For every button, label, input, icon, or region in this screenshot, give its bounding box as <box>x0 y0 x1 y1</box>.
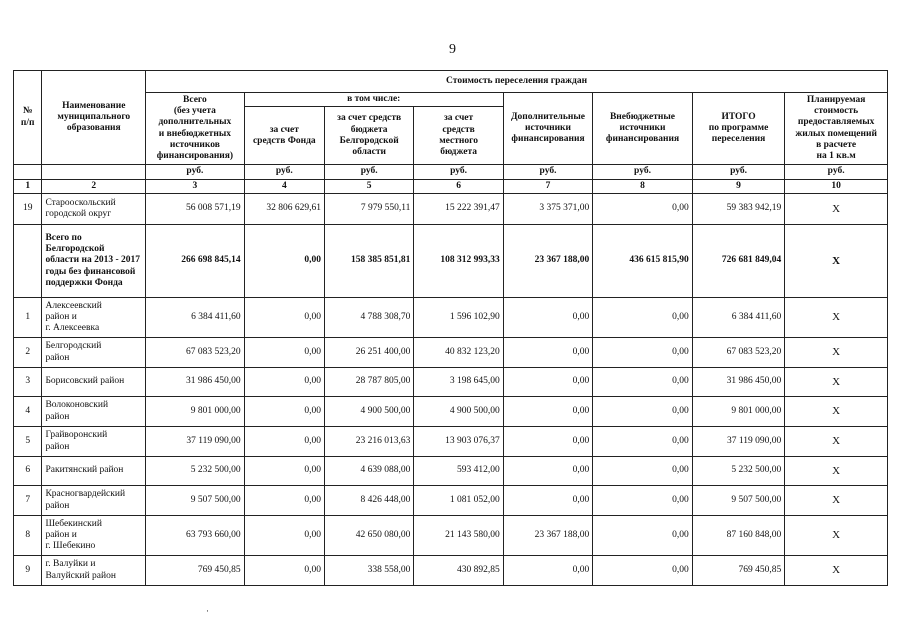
table-row <box>14 556 888 586</box>
column-number: 4 <box>244 179 324 193</box>
value-local: 593 412,00 <box>414 457 503 486</box>
value-additional: 0,00 <box>503 368 592 397</box>
table-total-row <box>14 225 888 298</box>
value-additional: 0,00 <box>503 338 592 368</box>
value-program-total: 9 801 000,00 <box>692 397 784 427</box>
value-fund: 0,00 <box>244 298 324 338</box>
value-extrabudget: 436 615 815,90 <box>593 225 693 298</box>
value-program-total: 59 383 942,19 <box>692 194 784 225</box>
value-program-total: 87 160 848,00 <box>692 516 784 556</box>
unit-cell: руб. <box>785 165 888 179</box>
header-additional: Дополнительные источники финансирования <box>503 93 592 165</box>
header-fund: за счет средств Фонда <box>244 107 324 165</box>
value-additional: 3 375 371,00 <box>503 194 592 225</box>
value-planned-cost: Х <box>785 427 888 457</box>
value-program-total: 769 450,85 <box>692 556 784 586</box>
value-extrabudget: 0,00 <box>593 194 693 225</box>
value-local: 3 198 645,00 <box>414 368 503 397</box>
unit-cell: руб. <box>146 165 245 179</box>
value-planned-cost: Х <box>785 338 888 368</box>
footer-mark: · <box>206 606 209 616</box>
value-fund: 0,00 <box>244 427 324 457</box>
value-region: 42 650 080,00 <box>324 516 413 556</box>
value-additional: 23 367 188,00 <box>503 225 592 298</box>
value-fund: 0,00 <box>244 397 324 427</box>
value-total: 769 450,85 <box>146 556 245 586</box>
value-local: 21 143 580,00 <box>414 516 503 556</box>
value-extrabudget: 0,00 <box>593 368 693 397</box>
value-program-total: 31 986 450,00 <box>692 368 784 397</box>
value-planned-cost: Х <box>785 225 888 298</box>
column-number: 10 <box>785 179 888 193</box>
value-total: 67 083 523,20 <box>146 338 245 368</box>
value-region: 338 558,00 <box>324 556 413 586</box>
value-planned-cost: Х <box>785 194 888 225</box>
column-number: 2 <box>42 179 146 193</box>
value-region: 4 900 500,00 <box>324 397 413 427</box>
value-local: 108 312 993,33 <box>414 225 503 298</box>
value-region: 28 787 805,00 <box>324 368 413 397</box>
unit-cell: руб. <box>414 165 503 179</box>
value-local: 13 903 076,37 <box>414 427 503 457</box>
value-fund: 0,00 <box>244 516 324 556</box>
header-local: за счет средств местного бюджета <box>414 107 503 165</box>
value-local: 1 081 052,00 <box>414 486 503 516</box>
unit-cell: руб. <box>503 165 592 179</box>
value-additional: 0,00 <box>503 397 592 427</box>
table-row <box>14 298 888 338</box>
row-name: Грайворонский район <box>42 427 146 457</box>
header-subgroup: в том числе: <box>244 93 503 107</box>
value-program-total: 6 384 411,60 <box>692 298 784 338</box>
table-row <box>14 457 888 486</box>
row-number: 9 <box>14 556 42 586</box>
value-planned-cost: Х <box>785 516 888 556</box>
table-row <box>14 338 888 368</box>
value-total: 9 507 500,00 <box>146 486 245 516</box>
column-number: 5 <box>324 179 413 193</box>
value-extrabudget: 0,00 <box>593 338 693 368</box>
resettlement-cost-table <box>13 70 888 586</box>
value-extrabudget: 0,00 <box>593 427 693 457</box>
value-program-total: 726 681 849,04 <box>692 225 784 298</box>
row-name: Волоконовский район <box>42 397 146 427</box>
value-planned-cost: Х <box>785 457 888 486</box>
row-number: 1 <box>14 298 42 338</box>
value-additional: 23 367 188,00 <box>503 516 592 556</box>
value-total: 37 119 090,00 <box>146 427 245 457</box>
value-extrabudget: 0,00 <box>593 516 693 556</box>
value-region: 7 979 550,11 <box>324 194 413 225</box>
value-fund: 32 806 629,61 <box>244 194 324 225</box>
value-additional: 0,00 <box>503 486 592 516</box>
value-region: 26 251 400,00 <box>324 338 413 368</box>
header-planned-cost: Планируемая стоимость предоставляемых жилых помещений в расчете на 1 кв.м <box>785 93 888 165</box>
unit-cell <box>42 165 146 179</box>
row-name: Борисовский район <box>42 368 146 397</box>
column-number: 7 <box>503 179 592 193</box>
row-number: 2 <box>14 338 42 368</box>
row-name: г. Валуйки и Валуйский район <box>42 556 146 586</box>
row-number: 19 <box>14 194 42 225</box>
row-number: 6 <box>14 457 42 486</box>
value-local: 1 596 102,90 <box>414 298 503 338</box>
header-num: № п/п <box>14 71 42 165</box>
value-fund: 0,00 <box>244 486 324 516</box>
value-planned-cost: Х <box>785 298 888 338</box>
table-row <box>14 397 888 427</box>
header-group-title: Стоимость переселения граждан <box>146 71 888 93</box>
value-total: 266 698 845,14 <box>146 225 245 298</box>
row-number: 4 <box>14 397 42 427</box>
row-number: 5 <box>14 427 42 457</box>
value-total: 6 384 411,60 <box>146 298 245 338</box>
value-local: 4 900 500,00 <box>414 397 503 427</box>
value-program-total: 37 119 090,00 <box>692 427 784 457</box>
value-region: 23 216 013,63 <box>324 427 413 457</box>
row-number: 7 <box>14 486 42 516</box>
column-number: 3 <box>146 179 245 193</box>
table-row <box>14 486 888 516</box>
table-row <box>14 194 888 225</box>
header-name: Наименование муниципального образования <box>42 71 146 165</box>
value-total: 63 793 660,00 <box>146 516 245 556</box>
value-planned-cost: Х <box>785 368 888 397</box>
value-extrabudget: 0,00 <box>593 556 693 586</box>
value-local: 430 892,85 <box>414 556 503 586</box>
value-total: 31 986 450,00 <box>146 368 245 397</box>
value-region: 158 385 851,81 <box>324 225 413 298</box>
header-program-total: ИТОГО по программе переселения <box>692 93 784 165</box>
value-planned-cost: Х <box>785 486 888 516</box>
value-additional: 0,00 <box>503 427 592 457</box>
value-planned-cost: Х <box>785 556 888 586</box>
unit-cell: руб. <box>244 165 324 179</box>
unit-cell: руб. <box>692 165 784 179</box>
column-number: 9 <box>692 179 784 193</box>
value-planned-cost: Х <box>785 397 888 427</box>
table-row <box>14 516 888 556</box>
value-extrabudget: 0,00 <box>593 457 693 486</box>
row-number: 8 <box>14 516 42 556</box>
row-name: Белгородский район <box>42 338 146 368</box>
row-number <box>14 225 42 298</box>
value-region: 4 788 308,70 <box>324 298 413 338</box>
header-extrabudget: Внебюджетные источники финансирования <box>593 93 693 165</box>
value-fund: 0,00 <box>244 225 324 298</box>
value-additional: 0,00 <box>503 298 592 338</box>
column-number: 8 <box>593 179 693 193</box>
value-local: 15 222 391,47 <box>414 194 503 225</box>
value-fund: 0,00 <box>244 457 324 486</box>
column-number: 6 <box>414 179 503 193</box>
value-fund: 0,00 <box>244 368 324 397</box>
row-number: 3 <box>14 368 42 397</box>
value-program-total: 5 232 500,00 <box>692 457 784 486</box>
value-region: 8 426 448,00 <box>324 486 413 516</box>
value-fund: 0,00 <box>244 338 324 368</box>
row-name: Шебекинский район и г. Шебекино <box>42 516 146 556</box>
value-additional: 0,00 <box>503 556 592 586</box>
value-additional: 0,00 <box>503 457 592 486</box>
table-row <box>14 368 888 397</box>
value-total: 9 801 000,00 <box>146 397 245 427</box>
row-name: Всего по Белгородской области на 2013 - 2017 годы без финансовой поддержки Фонда <box>42 225 146 298</box>
row-name: Ракитянский район <box>42 457 146 486</box>
value-extrabudget: 0,00 <box>593 397 693 427</box>
row-name: Красногвардейский район <box>42 486 146 516</box>
column-number: 1 <box>14 179 42 193</box>
unit-cell <box>14 165 42 179</box>
value-region: 4 639 088,00 <box>324 457 413 486</box>
value-total: 56 008 571,19 <box>146 194 245 225</box>
value-fund: 0,00 <box>244 556 324 586</box>
header-total: Всего (без учета дополнительных и внебюджетных источников финансирования) <box>146 93 245 165</box>
row-name: Алексеевский район и г. Алексеевка <box>42 298 146 338</box>
header-region: за счет средств бюджета Белгородской области <box>324 107 413 165</box>
value-extrabudget: 0,00 <box>593 298 693 338</box>
table-row <box>14 427 888 457</box>
row-name: Старооскольский городской округ <box>42 194 146 225</box>
value-program-total: 9 507 500,00 <box>692 486 784 516</box>
value-local: 40 832 123,20 <box>414 338 503 368</box>
page-number: 9 <box>449 42 456 57</box>
unit-cell: руб. <box>593 165 693 179</box>
value-extrabudget: 0,00 <box>593 486 693 516</box>
value-total: 5 232 500,00 <box>146 457 245 486</box>
value-program-total: 67 083 523,20 <box>692 338 784 368</box>
unit-cell: руб. <box>324 165 413 179</box>
